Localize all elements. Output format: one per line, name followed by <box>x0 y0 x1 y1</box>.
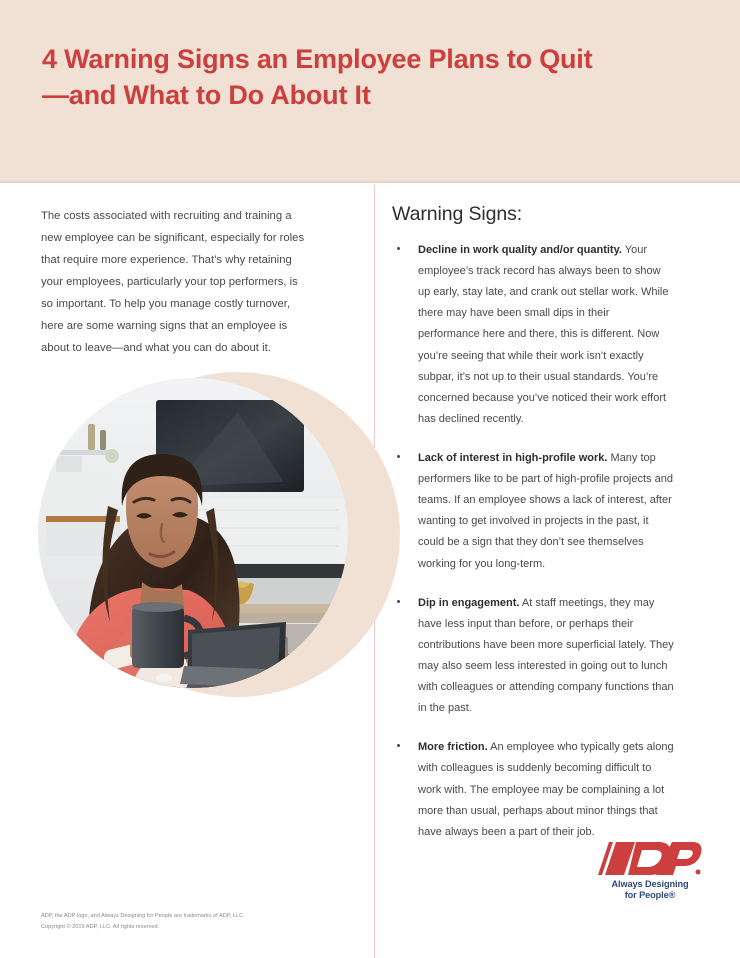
left-column <box>41 205 309 359</box>
bullet-dot-icon <box>397 247 400 250</box>
adp-logo-icon <box>598 840 702 877</box>
list-item <box>392 593 674 720</box>
copyright-line: Copyright © 2019 ADP, LLC. All rights reserved. <box>41 923 160 930</box>
adp-tagline-line2: for People® <box>624 890 676 901</box>
adp-tagline-line1: Always Designing <box>611 879 689 889</box>
trademark-line: ADP, the ADP logo, and Always Designing for People are trademarks of ADP, LLC. <box>41 913 245 919</box>
hero-photo <box>38 378 348 688</box>
hero-photo-image <box>38 378 348 688</box>
adp-logo <box>598 840 702 902</box>
bullet-body: Many top performers like to be part of high-profile projects and teams. If an employee shows a lack of interest, after wanting to get involved in projects in the past, it could be a sign that they don’t see themselves working for you long-term. <box>418 451 673 570</box>
adp-tagline <box>598 879 702 901</box>
bullet-dot-icon <box>397 600 400 603</box>
bullet-dot-icon <box>397 455 400 458</box>
section-heading: Warning Signs: <box>392 203 523 225</box>
illustration <box>30 358 375 778</box>
list-item <box>392 737 674 843</box>
bullet-body: An employee who typically gets along with colleagues is suddenly becoming difficult to work with. The employee may be complaining a lot more than usual, perhaps about minor things that have always been a part of their job. <box>418 741 674 838</box>
bullet-lead: Decline in work quality and/or quantity. <box>418 244 622 256</box>
list-item <box>392 448 674 575</box>
bullet-lead: Dip in engagement. <box>418 596 520 609</box>
bullet-body: Your employee’s track record has always been to show up early, stay late, and crank out stellar work. While there may have been small dips in their performance here and there, this is different. Now you’re seeing that while their work isn’t exactly subpar, it’s not up to their usual standards. You’re concerned because you’ve noticed their work effort has declined recently. <box>418 244 669 425</box>
intro-paragraph: The costs associated with recruiting and training a new employee can be significant, especially for roles that require more experience. That’s why retaining your employees, particularly your top performers, is so important. To help you manage costly turnover, here are some warning signs that an employee is about to leave—and what you can do about it. <box>41 210 305 355</box>
header-band <box>0 0 740 183</box>
footer-legal <box>41 911 341 933</box>
warning-signs-list <box>392 240 674 843</box>
bullet-lead: More friction. <box>418 741 488 754</box>
right-column <box>392 203 674 843</box>
bullet-lead: Lack of interest in high-profile work. <box>418 451 608 464</box>
page-title: 4 Warning Signs an Employee Plans to Quit—and What to Do About It <box>42 44 593 110</box>
list-item <box>392 240 674 430</box>
bullet-dot-icon <box>397 744 400 747</box>
bullet-body: At staff meetings, they may have less input than before, or perhaps their contributions have been more superficial lately. They may also seem less interested in going out to lunch with colleagues or attending company functions than in the past. <box>418 596 674 715</box>
